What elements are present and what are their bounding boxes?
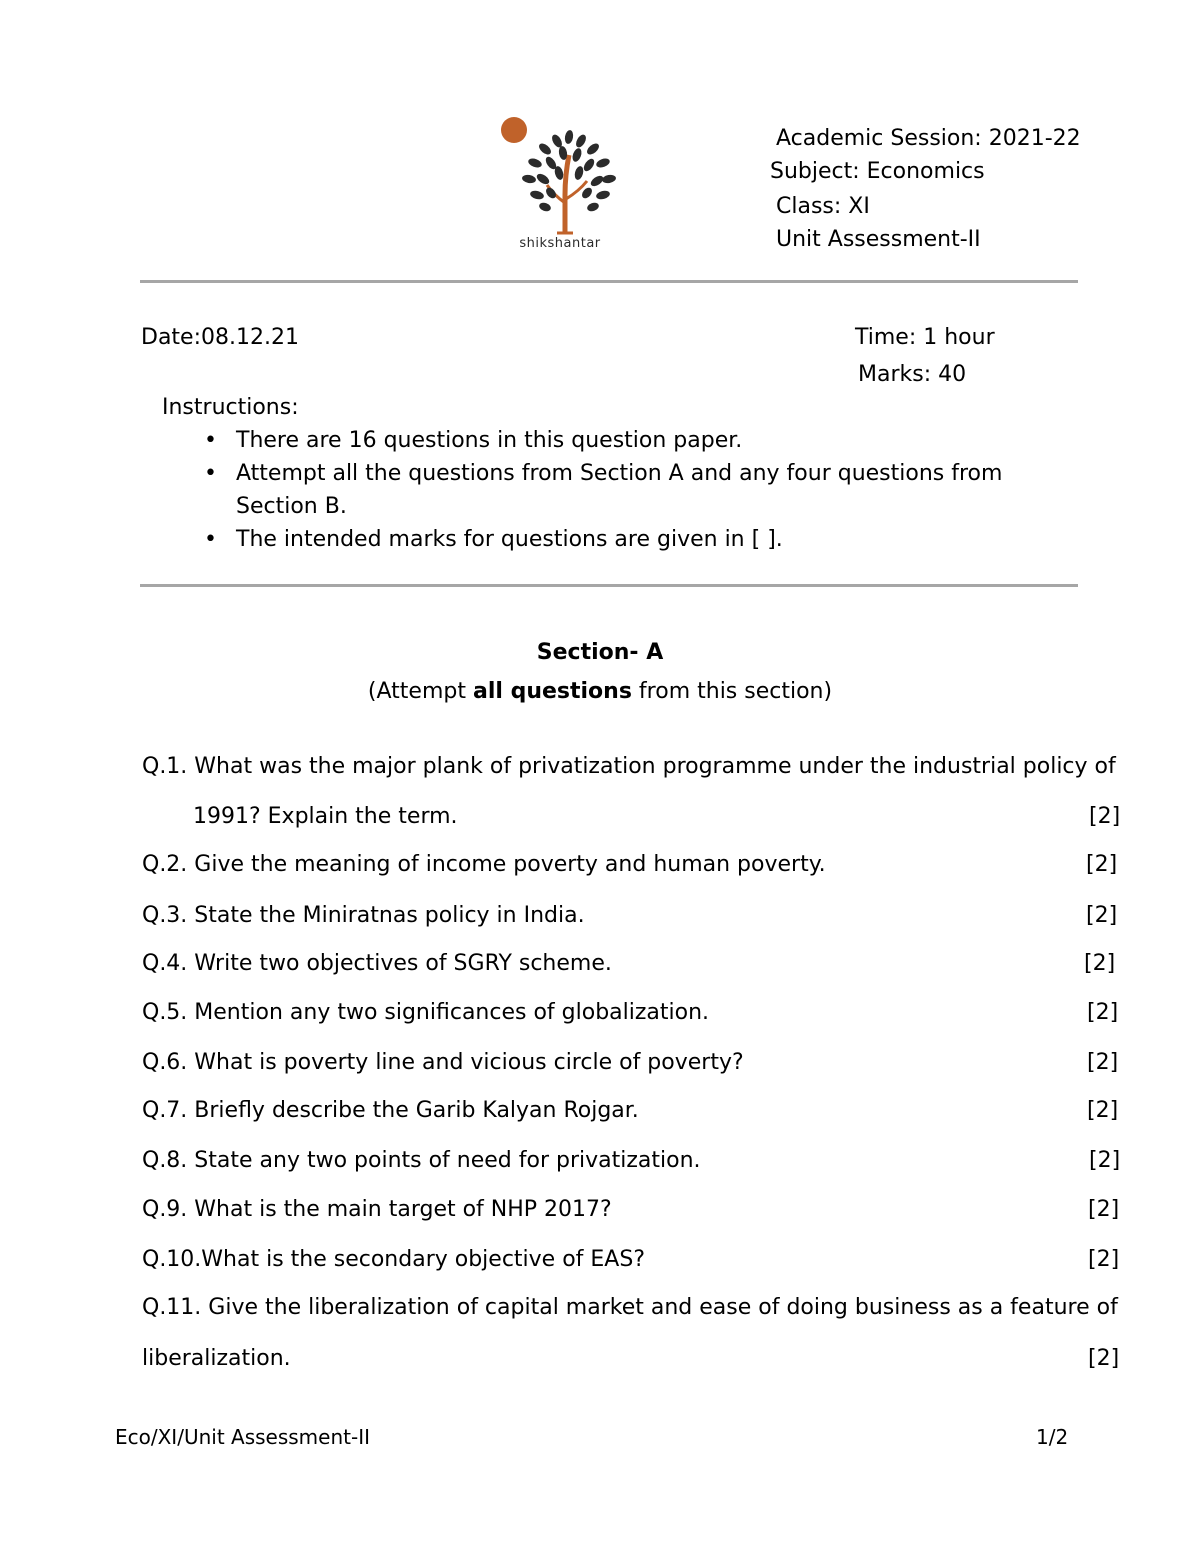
exam-time: Time: 1 hour (855, 325, 995, 350)
exam-marks: Marks: 40 (858, 362, 967, 387)
school-logo (499, 115, 621, 257)
question-3-marks: [2] (1086, 903, 1118, 928)
question-9: Q.9. What is the main target of NHP 2017? (142, 1197, 612, 1222)
question-8: Q.8. State any two points of need for privatization. (142, 1148, 701, 1173)
class: Class: XI (776, 194, 870, 219)
question-10: Q.10.What is the secondary objective of EAS? (142, 1247, 646, 1272)
question-7-marks: [2] (1087, 1098, 1119, 1123)
section-note (0, 679, 1200, 704)
question-11-continuation: liberalization. (142, 1346, 291, 1371)
logo-caption: shikshantar (519, 236, 601, 251)
instructions-heading: Instructions: (162, 395, 299, 420)
question-6: Q.6. What is poverty line and vicious circle of poverty? (142, 1050, 744, 1075)
section-note-suffix: from this section) (631, 679, 833, 704)
question-1-continuation: 1991? Explain the term. (193, 804, 458, 829)
question-5: Q.5. Mention any two significances of globalization. (142, 1000, 710, 1025)
question-2: Q.2. Give the meaning of income poverty and human poverty. (142, 852, 826, 877)
question-6-marks: [2] (1087, 1050, 1119, 1075)
question-4: Q.4. Write two objectives of SGRY scheme. (142, 951, 612, 976)
question-5-marks: [2] (1087, 1000, 1119, 1025)
question-1-marks: [2] (1089, 804, 1121, 829)
question-1: Q.1. What was the major plank of privatization programme under the industrial policy of (142, 754, 1116, 779)
instruction-item: • The intended marks for questions are given in [ ]. (236, 523, 1036, 556)
tree-logo-icon (499, 115, 621, 237)
page-number: 1/2 (1036, 1425, 1069, 1449)
question-7: Q.7. Briefly describe the Garib Kalyan Rojgar. (142, 1098, 639, 1123)
header-divider (140, 280, 1078, 283)
instructions-divider (140, 584, 1078, 587)
instruction-item: • There are 16 questions in this question paper. (236, 424, 1036, 457)
instruction-item: • Attempt all the questions from Section A and any four questions from Section B. (236, 457, 1036, 523)
question-11-marks: [2] (1088, 1346, 1120, 1371)
instructions-list (236, 424, 1036, 556)
question-11: Q.11. Give the liberalization of capital market and ease of doing business as a feature of (142, 1295, 1118, 1320)
question-8-marks: [2] (1089, 1148, 1121, 1173)
question-9-marks: [2] (1088, 1197, 1120, 1222)
question-3: Q.3. State the Miniratnas policy in India. (142, 903, 585, 928)
section-note-bold: all questions (472, 679, 632, 704)
section-title: Section- A (536, 640, 664, 665)
footer-left: Eco/XI/Unit Assessment-II (115, 1425, 370, 1449)
section-note-prefix: (Attempt (367, 679, 473, 704)
question-2-marks: [2] (1086, 852, 1118, 877)
question-10-marks: [2] (1088, 1247, 1120, 1272)
exam-date: Date:08.12.21 (141, 325, 299, 350)
question-4-marks: [2] (1084, 951, 1116, 976)
subject: Subject: Economics (770, 159, 985, 184)
academic-session: Academic Session: 2021-22 (776, 126, 1081, 151)
assessment-title: Unit Assessment-II (776, 227, 981, 252)
